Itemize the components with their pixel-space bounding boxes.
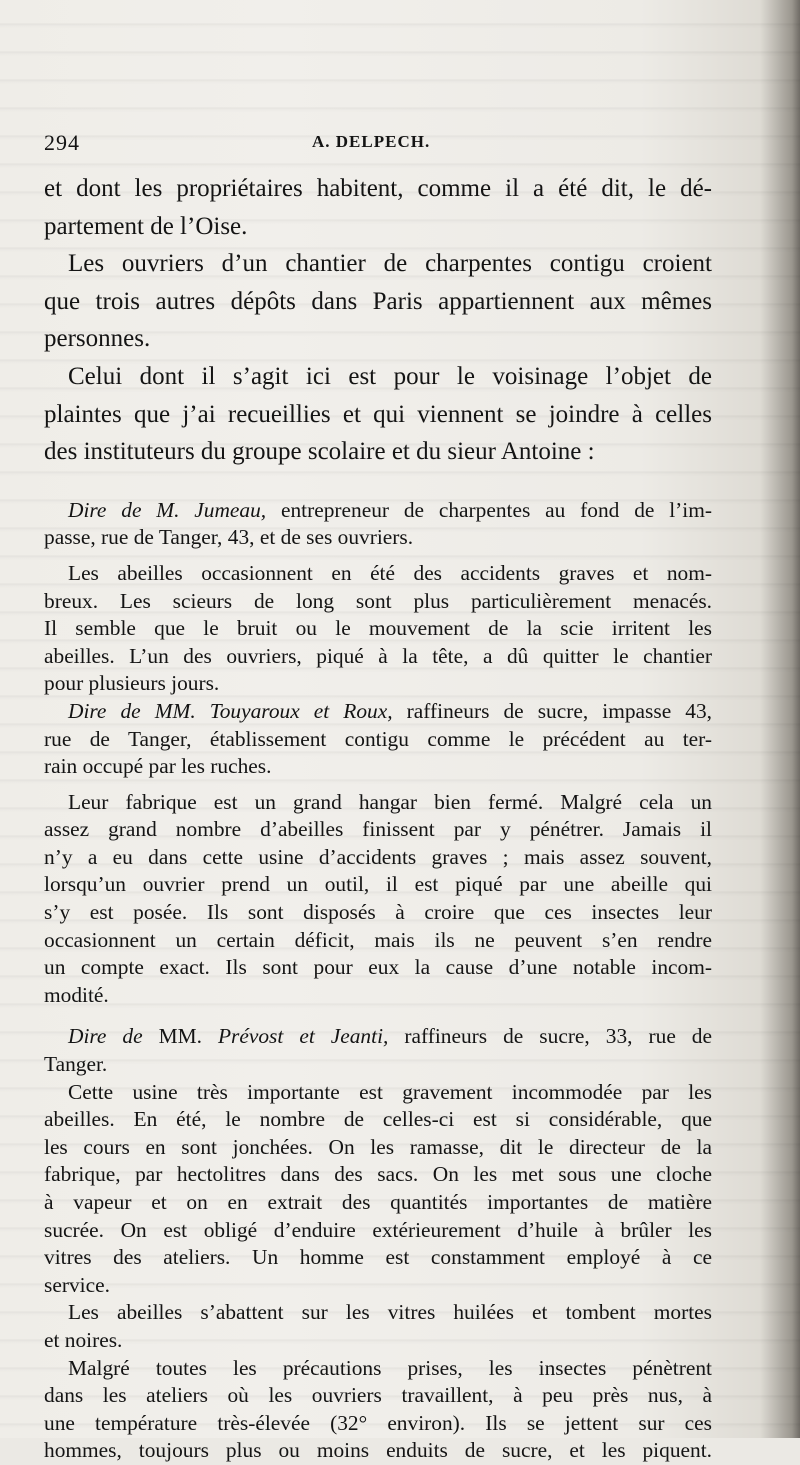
- section-gap: [44, 471, 712, 497]
- text-line: [44, 1023, 712, 1051]
- text-line: breux. Les scieurs de long sont plus particulièrement menacés.: [44, 588, 712, 613]
- text-line: assez grand nombre d’abeilles finissent par y pénétrer. Jamais il: [44, 817, 712, 842]
- text-line: rain occupé par les ruches.: [44, 754, 272, 779]
- text-line: abeilles. En été, le nombre de celles-ci est si considérable, que: [44, 1107, 712, 1132]
- text-line: sucrée. On est obligé d’enduire extérieurement d’huile à brûler les: [44, 1217, 712, 1242]
- section-gap: [44, 781, 712, 789]
- text-line: les cours en sont jonchées. On les ramasse, dit le directeur de la: [44, 1134, 712, 1159]
- page-number: 294: [44, 130, 80, 155]
- text-line: Malgré toutes les précautions prises, les insectes pénètrent: [68, 1355, 712, 1380]
- text-line: modité.: [44, 982, 109, 1007]
- text-line: des instituteurs du groupe scolaire et du sieur Antoine :: [44, 438, 595, 466]
- paragraph-usine: [44, 1079, 712, 1300]
- text-line: n’y a eu dans cette usine d’accidents graves ; mais assez souvent,: [44, 844, 712, 869]
- text-line: Cette usine très importante est gravement incommodée par les: [68, 1079, 712, 1104]
- text-line: abeilles. L’un des ouvriers, piqué à la tête, a dû quitter le chantier: [44, 643, 712, 668]
- text-line: Tanger.: [44, 1052, 108, 1077]
- section-gap: [44, 1009, 712, 1023]
- page-body: [44, 170, 712, 1465]
- paragraph-plaintes: [44, 358, 712, 471]
- text-line: et dont les propriétaires habitent, comme il a été dit, le dé-: [44, 175, 712, 202]
- speaker-label: Dire de: [68, 1024, 143, 1049]
- text-line: Les ouvriers d’un chantier de charpentes contigu croient: [68, 250, 712, 278]
- text-line: hommes, toujours plus ou moins enduits de sucre, et les piquent.: [44, 1438, 712, 1463]
- text-line: à vapeur et on en extrait des quantités importantes de matière: [44, 1190, 712, 1214]
- page-header: [44, 130, 740, 158]
- testimony-heading-prevost: [44, 1023, 712, 1078]
- text-line: dans les ateliers où les ouvriers travaillent, à peu près nus, à: [44, 1383, 712, 1408]
- paragraph-fabrique: [44, 789, 712, 1010]
- text-line: Leur fabrique est un grand hangar bien fermé. Malgré cela un: [68, 789, 712, 814]
- text-line: fabrique, par hectolitres dans des sacs. On les met sous une cloche: [44, 1162, 712, 1187]
- text-line: [44, 698, 712, 726]
- testimony-heading-touyaroux: [44, 698, 712, 781]
- text-line: Les abeilles occasionnent en été des accidents graves et nom-: [68, 560, 712, 585]
- text-fragment: entrepreneur de charpentes au fond de l’im-: [266, 497, 712, 522]
- text-line: vitres des ateliers. Un homme est constamment employé à ce: [44, 1245, 712, 1270]
- text-line: partement de l’Oise.: [44, 212, 248, 240]
- paragraph-precautions: [44, 1355, 712, 1465]
- text-line: Il semble que le bruit ou le mouvement de la scie irritent les: [44, 616, 712, 641]
- text-fragment: raffineurs de sucre, impasse 43,: [392, 698, 712, 723]
- text-line: un compte exact. Ils sont pour eux la cause d’une notable incom-: [44, 955, 712, 980]
- testimony-heading-jumeau: [44, 497, 712, 552]
- text-line: personnes.: [44, 325, 151, 353]
- speaker-label: Dire de MM. Touyaroux et Roux,: [68, 698, 393, 723]
- text-line: passe, rue de Tanger, 43, et de ses ouvriers.: [44, 525, 414, 550]
- text-line: une température très-élevée (32° environ). Ils se jettent sur ces: [44, 1410, 712, 1435]
- text-line: Celui dont il s’agit ici est pour le voisinage l’objet de: [68, 362, 712, 390]
- text-line: plaintes que j’ai recueillies et qui viennent se joindre à celles: [44, 400, 712, 428]
- text-line: Les abeilles s’abattent sur les vitres huilées et tombent mortes: [68, 1300, 712, 1325]
- text-line: occasionnent un certain déficit, mais ils ne peuvent s’en rendre: [44, 927, 712, 952]
- text-line: lorsqu’un ouvrier prend un outil, il est piqué par une abeille qui: [44, 872, 712, 897]
- paragraph-ouvriers: [44, 245, 712, 358]
- text-line: que trois autres dépôts dans Paris appartiennent aux mêmes: [44, 287, 712, 315]
- speaker-label: Dire de M. Jumeau,: [68, 497, 267, 522]
- text-line: service.: [44, 1272, 110, 1297]
- speaker-label: Prévost et Jeanti,: [217, 1024, 389, 1049]
- text-line: rue de Tanger, établissement contigu comme le précédent au ter-: [44, 726, 712, 751]
- text-line: s’y est posée. Ils sont disposés à croire que ces insectes leur: [44, 900, 712, 925]
- text-fragment: MM.: [142, 1024, 218, 1049]
- paragraph-continuation: [44, 170, 712, 245]
- text-fragment: raffineurs de sucre, 33, rue de: [388, 1024, 713, 1049]
- text-line: et noires.: [44, 1327, 123, 1352]
- paragraph-scieurs: [44, 560, 712, 698]
- text-line: pour plusieurs jours.: [44, 671, 220, 696]
- paragraph-vitres: [44, 1299, 712, 1354]
- section-gap: [44, 552, 712, 560]
- running-head: A. DELPECH.: [312, 132, 431, 151]
- text-line: [44, 497, 712, 525]
